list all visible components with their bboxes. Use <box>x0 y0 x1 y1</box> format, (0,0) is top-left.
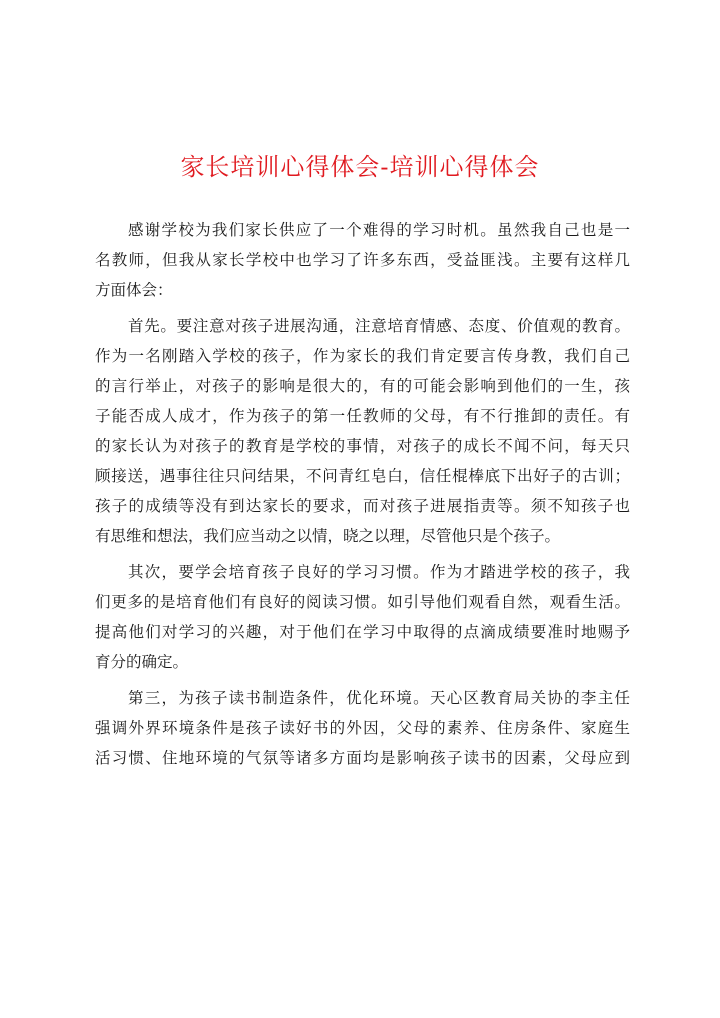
text-line: 育分的确定。 <box>95 653 189 671</box>
text-line: 孩子的成绩等没有到达家长的要求，而对孩子进展指责等。须不知孩子也 <box>95 497 630 515</box>
paragraph-gratitude <box>95 215 630 305</box>
text-line: 其次，要学会培育孩子良好的学习习惯。作为才踏进学校的孩子，我 <box>128 563 630 581</box>
text-line: 的家长认为对孩子的教育是学校的事情，对孩子的成长不闻不问，每天只 <box>95 437 630 455</box>
text-line: 顾接送，遇事往往只问结果，不问青红皂白，信任棍棒底下出好子的古训； <box>95 467 630 485</box>
paragraph-first-point <box>95 311 630 551</box>
text-line: 强调外界环境条件是孩子读好书的外因，父母的素养、住房条件、家庭生 <box>95 719 630 737</box>
document-title: 家长培训心得体会-培训心得体会 <box>180 153 540 181</box>
text-line: 提高他们对学习的兴趣，对于他们在学习中取得的点滴成绩要准时地赐予 <box>95 623 630 641</box>
paragraph-third-point <box>95 683 630 773</box>
text-line: 有思维和想法，我们应当动之以情，晓之以理，尽管他只是个孩子。 <box>95 527 561 545</box>
text-line: 的言行举止，对孩子的影响是很大的，有的可能会影响到他们的一生，孩 <box>95 377 630 395</box>
text-line: 感谢学校为我们家长供应了一个难得的学习时机。虽然我自己也是一 <box>128 221 630 239</box>
text-line: 第三，为孩子读书制造条件，优化环境。天心区教育局关协的李主任 <box>128 689 630 707</box>
text-line: 们更多的是培育他们有良好的阅读习惯。如引导他们观看自然，观看生活。 <box>95 593 630 611</box>
paragraph-second-point <box>95 557 630 677</box>
text-line: 活习惯、住地环境的气氛等诸多方面均是影响孩子读书的因素，父母应到 <box>95 749 630 767</box>
text-line: 首先。要注意对孩子进展沟通，注意培育情感、态度、价值观的教育。 <box>128 317 630 335</box>
text-line: 子能否成人成才，作为孩子的第一任教师的父母，有不行推卸的责任。有 <box>95 407 630 425</box>
text-line: 方面体会： <box>95 281 173 299</box>
text-line: 作为一名刚踏入学校的孩子，作为家长的我们肯定要言传身教，我们自己 <box>95 347 630 365</box>
document-body <box>95 215 630 773</box>
text-line: 名教师，但我从家长学校中也学习了许多东西，受益匪浅。主要有这样几 <box>95 251 630 269</box>
